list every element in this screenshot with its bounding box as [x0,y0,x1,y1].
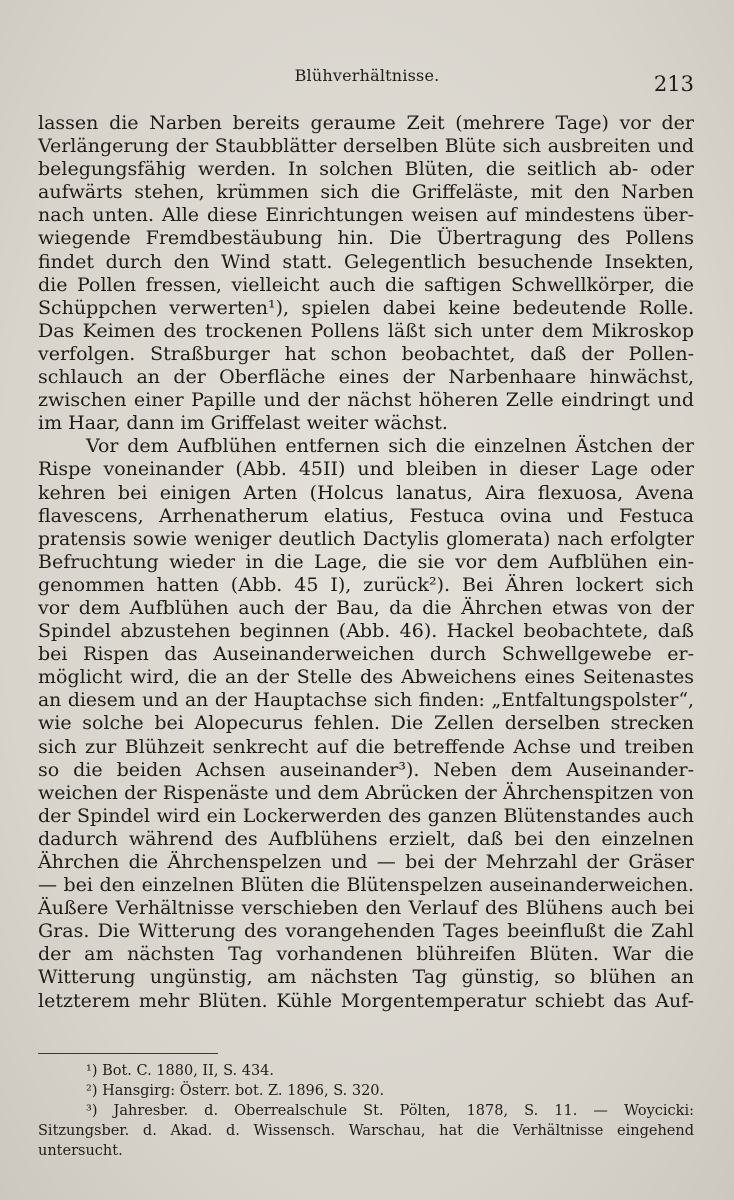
text-line: wiegende Fremdbestäubung hin. Die Übertragung des Pollens [38,227,694,250]
body-text [38,112,694,1013]
text-line: Äußere Verhältnisse verschieben den Verlauf des Blühens auch bei [38,897,694,920]
footnote-2: ²) Hansgirg: Österr. bot. Z. 1896, S. 320. [86,1083,385,1099]
running-head [40,66,694,96]
text-line: nach unten. Alle diese Einrichtungen weisen auf mindestens über- [38,204,694,227]
text-line: wie solche bei Alopecurus fehlen. Die Zellen derselben strecken [38,712,694,735]
text-line: flavescens, Arrhenatherum elatius, Festuca ovina und Festuca [38,504,694,527]
text-line: an diesem und an der Hauptachse sich finden: „Entfaltungspolster“, [38,690,694,712]
text-line: verfolgen. Straßburger hat schon beobachtet, daß der Pollen- [38,342,694,365]
paragraph-end-line: im Haar, dann im Griffelast weiter wächst. [38,412,448,435]
footnote-3-end: untersucht. [38,1143,123,1159]
text-line: Befruchtung wieder in die Lage, die sie vor dem Aufblühen ein- [38,550,694,573]
text-line: die Pollen fressen, vielleicht auch die saftigen Schwellkörper, die [38,273,694,296]
text-line: lassen die Narben bereits geraume Zeit (mehrere Tage) vor der [38,112,694,134]
text-line: der Spindel wird ein Lockerwerden des ganzen Blütenstandes auch [38,804,694,827]
text-line: findet durch den Wind statt. Gelegentlich besuchende Insekten, [38,250,694,273]
text-line: bei Rispen das Auseinanderweichen durch Schwellgewebe er- [38,643,694,666]
text-line: dadurch während des Aufblühens erzielt, daß bei den einzelnen [38,827,694,850]
text-line: Ährchen die Ährchenspelzen und — bei der Mehrzahl der Gräser [38,851,694,873]
footnote-divider [38,1053,218,1054]
text-line: vor dem Aufblühen auch der Bau, da die Ährchen etwas von der [38,596,694,619]
paragraph-start-line: Vor dem Aufblühen entfernen sich die einzelnen Ästchen der [86,435,694,458]
footnotes [38,1061,694,1161]
text-line: Das Keimen des trockenen Pollens läßt sich unter dem Mikroskop [38,319,694,342]
text-line: weichen der Rispenäste und dem Abrücken der Ährchenspitzen von [38,781,694,804]
running-head-title: Blühverhältnisse. [294,66,440,85]
text-line: kehren bei einigen Arten (Holcus lanatus, Aira flexuosa, Avena [38,481,694,504]
footnote-3: ³) Jahresber. d. Oberrealschule St. Pölten, 1878, S. 11. — Woycicki: [86,1103,694,1119]
text-line: der am nächsten Tag vorhandenen blühreifen Blüten. War die [38,943,694,966]
text-line: zwischen einer Papille und der nächst höheren Zelle eindringt und [38,389,694,412]
text-line: — bei den einzelnen Blüten die Blütenspelzen auseinanderweichen. [38,874,694,897]
text-line: Spindel abzustehen beginnen (Abb. 46). Hackel beobachtete, daß [38,620,694,643]
footnote-1: ¹) Bot. C. 1880, II, S. 434. [86,1063,275,1079]
text-line: letzterem mehr Blüten. Kühle Morgentemperatur schiebt das Auf- [38,989,694,1012]
text-line: Schüppchen verwerten¹), spielen dabei keine bedeutende Rolle. [38,296,694,319]
text-line: möglicht wird, die an der Stelle des Abweichens eines Seitenastes [38,666,694,689]
text-line: so die beiden Achsen auseinander³). Neben dem Auseinander- [38,758,694,781]
text-line: Rispe voneinander (Abb. 45II) und bleiben in dieser Lage oder [38,458,694,481]
text-line: Gras. Die Witterung des vorangehenden Tages beeinflußt die Zahl [38,920,694,943]
text-line: Verlängerung der Staubblätter derselben Blüte sich ausbreiten und [38,135,694,158]
text-line: belegungsfähig werden. In solchen Blüten, die seitlich ab- oder [38,158,694,181]
page-number: 213 [653,72,694,96]
text-line: Witterung ungünstig, am nächsten Tag günstig, so blühen an [38,966,694,989]
footnote-3-continued: Sitzungsber. d. Akad. d. Wissensch. Warschau, hat die Verhältnisse eingehend [38,1123,694,1139]
text-line: schlauch an der Oberfläche eines der Narbenhaare hinwächst, [38,366,694,389]
text-line: pratensis sowie weniger deutlich Dactylis glomerata) nach erfolgter [38,528,694,550]
text-line: aufwärts stehen, krümmen sich die Griffeläste, mit den Narben [38,181,694,204]
text-line: sich zur Blühzeit senkrecht auf die betreffende Achse und treiben [38,735,694,758]
text-line: genommen hatten (Abb. 45 I), zurück²). Bei Ähren lockert sich [38,573,694,596]
